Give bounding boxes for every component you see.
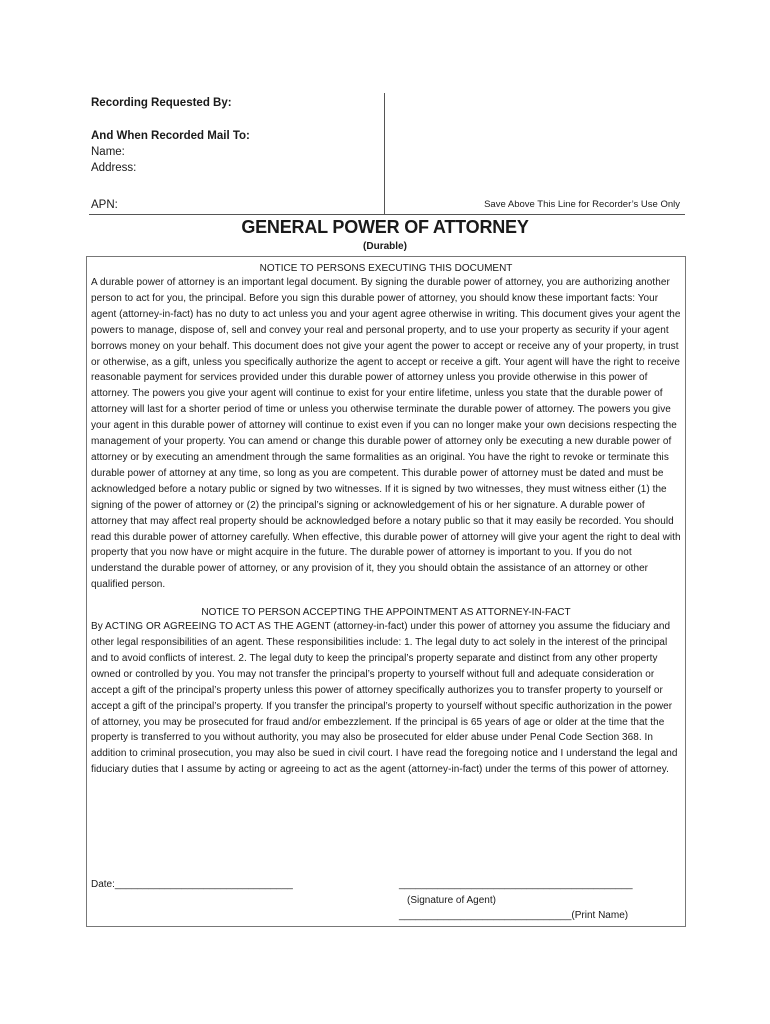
agent-signature-field[interactable]: __________________________________________	[399, 879, 633, 890]
mail-to-label: And When Recorded Mail To:	[91, 130, 250, 142]
recorder-use-note: Save Above This Line for Recorder’s Use Only	[484, 199, 680, 210]
address-label: Address:	[91, 162, 137, 174]
recorder-divider-vertical	[384, 93, 385, 215]
date-field[interactable]: Date:________________________________	[91, 879, 293, 890]
document-subtitle: (Durable)	[363, 241, 407, 252]
recording-requested-by-label: Recording Requested By:	[91, 97, 232, 109]
print-name-field[interactable]: _______________________________(Print Name)	[399, 910, 629, 921]
name-label: Name:	[91, 146, 125, 158]
notice-accepting-body: By ACTING OR AGREEING TO ACT AS THE AGENT (attorney-in-fact) under this power of attorney you assume the fiduciary and other legal responsibilities of an agent. These responsibilities include: 1. The legal duty to act solely in the interest of the principal and to avoid conflicts of interest. 2. The legal duty to keep the principal’s property separate and distinct from any other property owned or controlled by you. You may not transfer the principal’s property to yourself without full and adequate consideration or accept a gift of the principal’s property unless this power of attorney specifically authorizes you to transfer property to yourself or accept a gift of the principal’s property. If you transfer the principal’s property to yourself without specific authorization in the power of attorney, you may be prosecuted for fraud and/or embezzlement. If the principal is 65 years of age or older at the time that the property is transferred to you without authority, you may also be prosecuted for elder abuse under Penal Code Section 368. In addition to criminal prosecution, you may also be sued in civil court. I have read the foregoing notice and I understand the legal and fiduciary duties that I assume by acting or agreeing to act as the agent (attorney-in-fact) under the terms of this power of attorney.	[91, 621, 678, 776]
notice-executing-title: NOTICE TO PERSONS EXECUTING THIS DOCUMENT	[259, 263, 513, 274]
recorder-divider-horizontal	[89, 214, 685, 215]
document-title: GENERAL POWER OF ATTORNEY	[241, 217, 529, 237]
signature-area	[87, 873, 685, 933]
agent-signature-label: (Signature of Agent)	[407, 895, 496, 906]
notice-box	[86, 256, 686, 927]
apn-label: APN:	[91, 199, 118, 211]
notice-executing-body: A durable power of attorney is an important legal document. By signing the durable power of attorney, you are authorizing another person to act for you, the principal. Before you sign this durable power of attorney, you should know these important facts: Your agent (attorney-in-fact) has no duty to act unless you and your agent agree otherwise in writing. This document gives your agent the powers to manage, dispose of, sell and convey your real and personal property, and to use your property as security if your agent borrows money on your behalf. This document does not give your agent the power to accept or receive any of your property, in trust or otherwise, as a gift, unless you specifically authorize the agent to accept or receive a gift. Your agent will have the right to receive reasonable payment for services provided under this durable power of attorney unless you provide otherwise in this power of attorney. The powers you give your agent will continue to exist for your entire lifetime, unless you state that the durable power of attorney will last for a shorter period of time or unless you otherwise terminate the durable power of attorney. The powers you give your agent in this durable power of attorney will continue to exist even if you can no longer make your own decisions respecting the management of your property. You can amend or change this durable power of attorney only be executing a new durable power of attorney or by executing an amendment through the same formalities as an original. You have the right to revoke or terminate this durable power of attorney at any time, so long as you are competent. This durable power of attorney must be dated and must be acknowledged before a notary public or signed by two witnesses. If it is signed by two witnesses, they must witness either (1) the signing of the power of attorney or (2) the principal’s signing or acknowledgement of his or her signature. A durable power of attorney that may affect real property should be acknowledged before a notary public so that it may easily be recorded. You should read this durable power of attorney carefully. When effective, this durable power of attorney will give your agent the right to deal with property that you now have or might acquire in the future. The durable power of attorney is important to you. If you do not understand the durable power of attorney, or any provision of it, they you should obtain the assistance of an attorney or other qualified person.	[91, 277, 681, 591]
recording-info	[91, 95, 391, 176]
notice-accepting-title: NOTICE TO PERSON ACCEPTING THE APPOINTMENT AS ATTORNEY-IN-FACT	[201, 607, 571, 619]
